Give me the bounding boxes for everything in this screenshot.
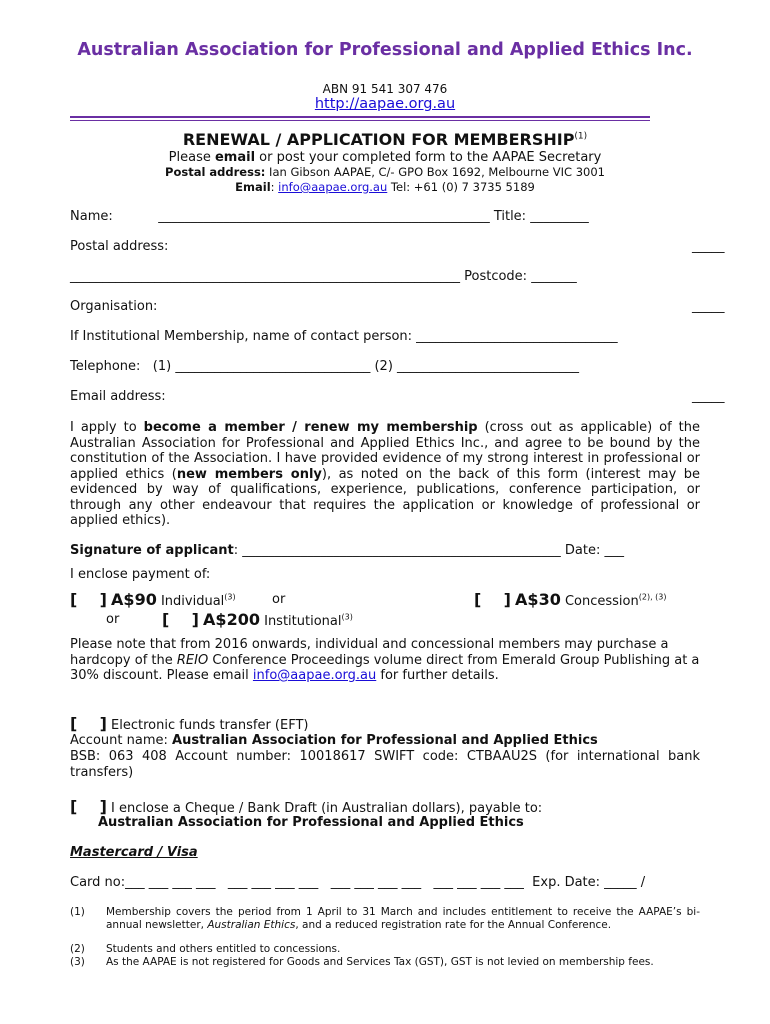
cheque-option[interactable]: [ ] I enclose a Cheque / Bank Draft (in Australian dollars), payable to: <box>70 797 543 816</box>
or-label: or <box>272 592 286 607</box>
postcode-field[interactable]: ____________________________________________________________ Postcode: _______ <box>70 269 577 284</box>
proceedings-note: Please note that from 2016 onwards, individual and concessional members may purchase a hardcopy of the REIO Conference Proceedings volume direct from Emerald Group Publishing at a 30% discount. Please email info@aapae.org.au for further details. <box>70 637 700 683</box>
postal-address-field[interactable]: Postal address: <box>70 239 169 254</box>
abn-number: ABN 91 541 307 476 <box>322 82 448 96</box>
name-field[interactable]: Name: ___________________________________________________ Title: _________ <box>70 209 589 224</box>
cheque-payee: Australian Association for Professional and Applied Ethics <box>98 815 524 830</box>
individual-option[interactable]: [ ] A$90 Individual$^{(3)}$ <box>70 590 236 609</box>
checkbox-bracket: [ ] <box>70 714 107 733</box>
email-address-field[interactable]: Email address: <box>70 389 166 404</box>
card-number-field[interactable]: Card no:___ ___ ___ ___ ___ ___ ___ ___ ___ ___ ___ ___ ___ ___ ___ ___ Exp. Date: _____ / <box>70 875 646 890</box>
website-link[interactable]: http://aapae.org.au <box>314 96 456 112</box>
card-heading: Mastercard / Visa <box>70 845 198 860</box>
bank-details: BSB: 063 408 Account number: 10018617 SWIFT code: CTBAAU2S (for international bank transfers) <box>70 749 700 780</box>
organisation-title: Australian Association for Professional and Applied Ethics Inc. <box>77 40 693 60</box>
contact-person-field[interactable]: If Institutional Membership, name of contact person: _______________________________ <box>70 329 618 344</box>
header-divider-thin <box>70 120 650 121</box>
telephone-field[interactable]: Telephone: (1) ______________________________ (2) ____________________________ <box>70 359 580 374</box>
checkbox-bracket: [ ] <box>474 590 511 609</box>
secretary-email-link[interactable]: info@aapae.org.au <box>278 180 388 194</box>
header-divider <box>70 116 650 118</box>
info-email-link[interactable]: info@aapae.org.au <box>252 668 377 683</box>
form-title: RENEWAL / APPLICATION FOR MEMBERSHIP$^{(1)}$ <box>182 130 588 149</box>
checkbox-bracket: [ ] <box>70 797 107 816</box>
postal-address-line: Postal address: Ian Gibson AAPAE, C/- GPO Box 1692, Melbourne VIC 3001 <box>165 165 605 179</box>
organisation-blank[interactable]: _____ <box>692 299 725 314</box>
concession-option[interactable]: [ ] A$30 Concession$^{(2), (3)}$ <box>474 590 667 609</box>
payment-intro: I enclose payment of: <box>70 567 211 582</box>
footnote-2: (2) Students and others entitled to concessions. <box>70 943 341 955</box>
checkbox-bracket: [ ] <box>162 610 199 629</box>
application-statement: I apply to become a member / renew my membership (cross out as applicable) of the Australian Association for Professional and Applied Ethics Inc., and agree to be bound by the constitution of the Association. I have provided evidence of my strong interest in professional or applied ethics (new members only), as noted on the back of this form (interest may be evidenced by way of qualifications, experience, publications, conference participation, or through any other endeavour that requires the application or knowledge of professional or applied ethics). <box>70 420 700 528</box>
or-label: or <box>106 612 120 627</box>
checkbox-bracket: [ ] <box>70 590 107 609</box>
email-address-blank[interactable]: _____ <box>692 389 725 404</box>
postal-address-blank[interactable]: _____ <box>692 239 725 254</box>
organisation-field[interactable]: Organisation: <box>70 299 158 314</box>
institutional-option[interactable]: [ ] A$200 Institutional$^{(3)}$ <box>162 610 353 629</box>
footnote-1: (1) Membership covers the period from 1 April to 31 March and includes entitlement to receive the AAPAE’s bi-annual newsletter, Australian Ethics, and a reduced registration rate for the Annual Conference. <box>70 906 700 931</box>
submission-instructions: Please email or post your completed form to the AAPAE Secretary <box>168 150 602 165</box>
eft-option[interactable]: [ ] Electronic funds transfer (EFT) <box>70 714 309 733</box>
footnote-3: (3) As the AAPAE is not registered for Goods and Services Tax (GST), GST is not levied on membership fees. <box>70 956 654 968</box>
contact-line: Email: info@aapae.org.au Tel: +61 (0) 7 3735 5189 <box>235 180 535 194</box>
signature-field[interactable]: Signature of applicant: _________________________________________________ Date: ___ <box>70 543 624 558</box>
account-name: Account name: Australian Association for Professional and Applied Ethics <box>70 733 598 748</box>
